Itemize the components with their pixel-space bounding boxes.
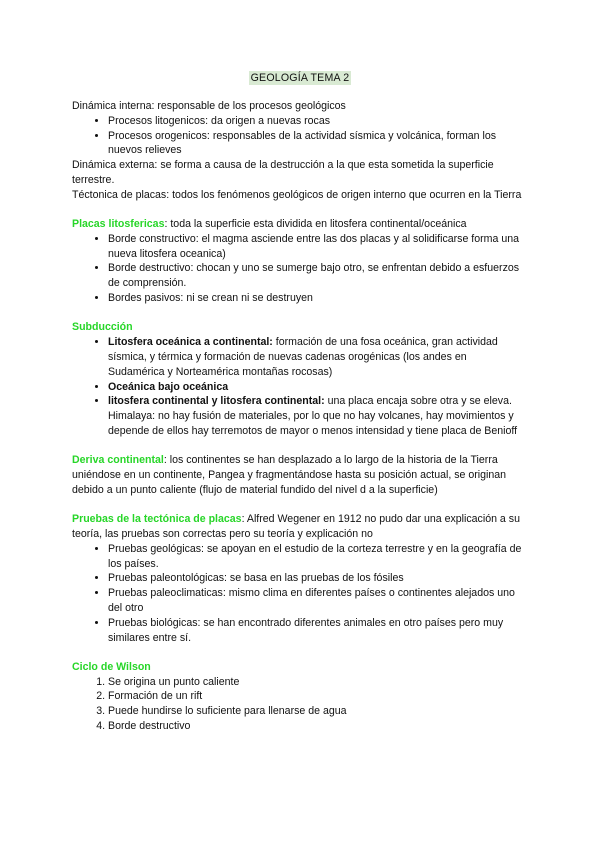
subduccion-heading: Subducción [72,321,133,334]
list-item: • Procesos orogenicos: responsables de la actividad sísmica y volcánica, forman los nuevos relieves [108,129,522,159]
list-item: • Pruebas biológicas: se han encontrado diferentes animales en otro países pero muy similares entre sí. [108,616,522,646]
pruebas-paragraph [72,512,522,542]
placas-list [72,232,522,306]
document-body [72,99,522,734]
subduccion-item3-text: una placa encaja sobre otra y se eleva. Himalaya: no hay fusión de materiales, por lo que no hay volcanes, hay movimientos y depende de ellos hay terremotos de mayor o menos intensidad y tiene placa de Benioff [108,395,518,437]
dinamica-externa-line: Dinámica externa: se forma a causa de la destrucción a la que esta sometida la superficie terrestre. [72,159,494,186]
deriva-heading: Deriva continental [72,454,164,467]
placas-text: : toda la superficie esta dividida en litosfera continental/oceánica [164,218,467,231]
deriva-paragraph [72,453,522,497]
dinamica-interna-list [72,114,522,158]
list-item [108,335,522,379]
pruebas-list [72,542,522,646]
list-item [108,380,522,395]
placas-paragraph [72,217,522,232]
list-item: • Borde destructivo: chocan y uno se sumerge bajo otro, se enfrentan debido a esfuerzos de comprensión. [108,261,522,291]
subduccion-item1-text: formación de una fosa oceánica, gran actividad sísmica, y térmica y formación de nuevas cadenas orogénicas (los andes en Sudamérica y Norteamérica montañas rocosas) [108,336,498,378]
list-item: 3. Puede hundirse lo suficiente para llenarse de agua [108,704,522,719]
wilson-list [72,675,522,734]
list-item: • Borde constructivo: el magma asciende entre las dos placas y al solidificarse forma una nueva litosfera oceanica) [108,232,522,262]
list-item: 1. Se origina un punto caliente [108,675,522,690]
list-item: • Procesos litogenicos: da origen a nuevas rocas [108,114,522,129]
placas-heading: Placas litosfericas [72,218,165,231]
pruebas-text: : Alfred Wegener en 1912 no pudo dar una explicación a su teoría, las pruebas son correctas pero su teoría y explicación no [72,513,520,540]
list-item [108,394,522,438]
title-wrap [0,72,600,84]
tectonica-line: Téctonica de placas: todos los fenómenos geológicos de origen interno que ocurren en la Tierra [72,188,522,201]
subduccion-item3-bold: litosfera continental y litosfera continental: [108,395,325,408]
list-item: 2. Formación de un rift [108,689,522,704]
subduccion-item2-bold: Oceánica bajo oceánica [108,380,229,393]
subduccion-list [72,335,522,439]
deriva-text: : los continentes se han desplazado a lo largo de la historia de la Tierra uniéndose en un continente, Pangea y fragmentándose hasta su posición actual, se originan debido a un punto caliente (flujo de material fundido del nivel d a la superficie) [72,454,507,496]
pruebas-heading: Pruebas de la tectónica de placas [72,513,242,526]
list-item: • Pruebas paleoclimaticas: mismo clima en diferentes países o continentes alejados uno del otro [108,586,522,616]
list-item: • Pruebas geológicas: se apoyan en el estudio de la corteza terrestre y en la geografía de los países. [108,542,522,572]
list-item: • Pruebas paleontológicas: se basa en las pruebas de los fósiles [108,571,522,586]
list-item: 4. Borde destructivo [108,719,522,734]
wilson-heading: Ciclo de Wilson [72,660,151,673]
subduccion-item1-bold: Litosfera oceánica a continental: [108,336,273,349]
list-item: • Bordes pasivos: ni se crean ni se destruyen [108,291,522,306]
dinamica-interna-line: Dinámica interna: responsable de los procesos geológicos [72,100,346,112]
page-title: GEOLOGÍA TEMA 2 [250,72,350,84]
